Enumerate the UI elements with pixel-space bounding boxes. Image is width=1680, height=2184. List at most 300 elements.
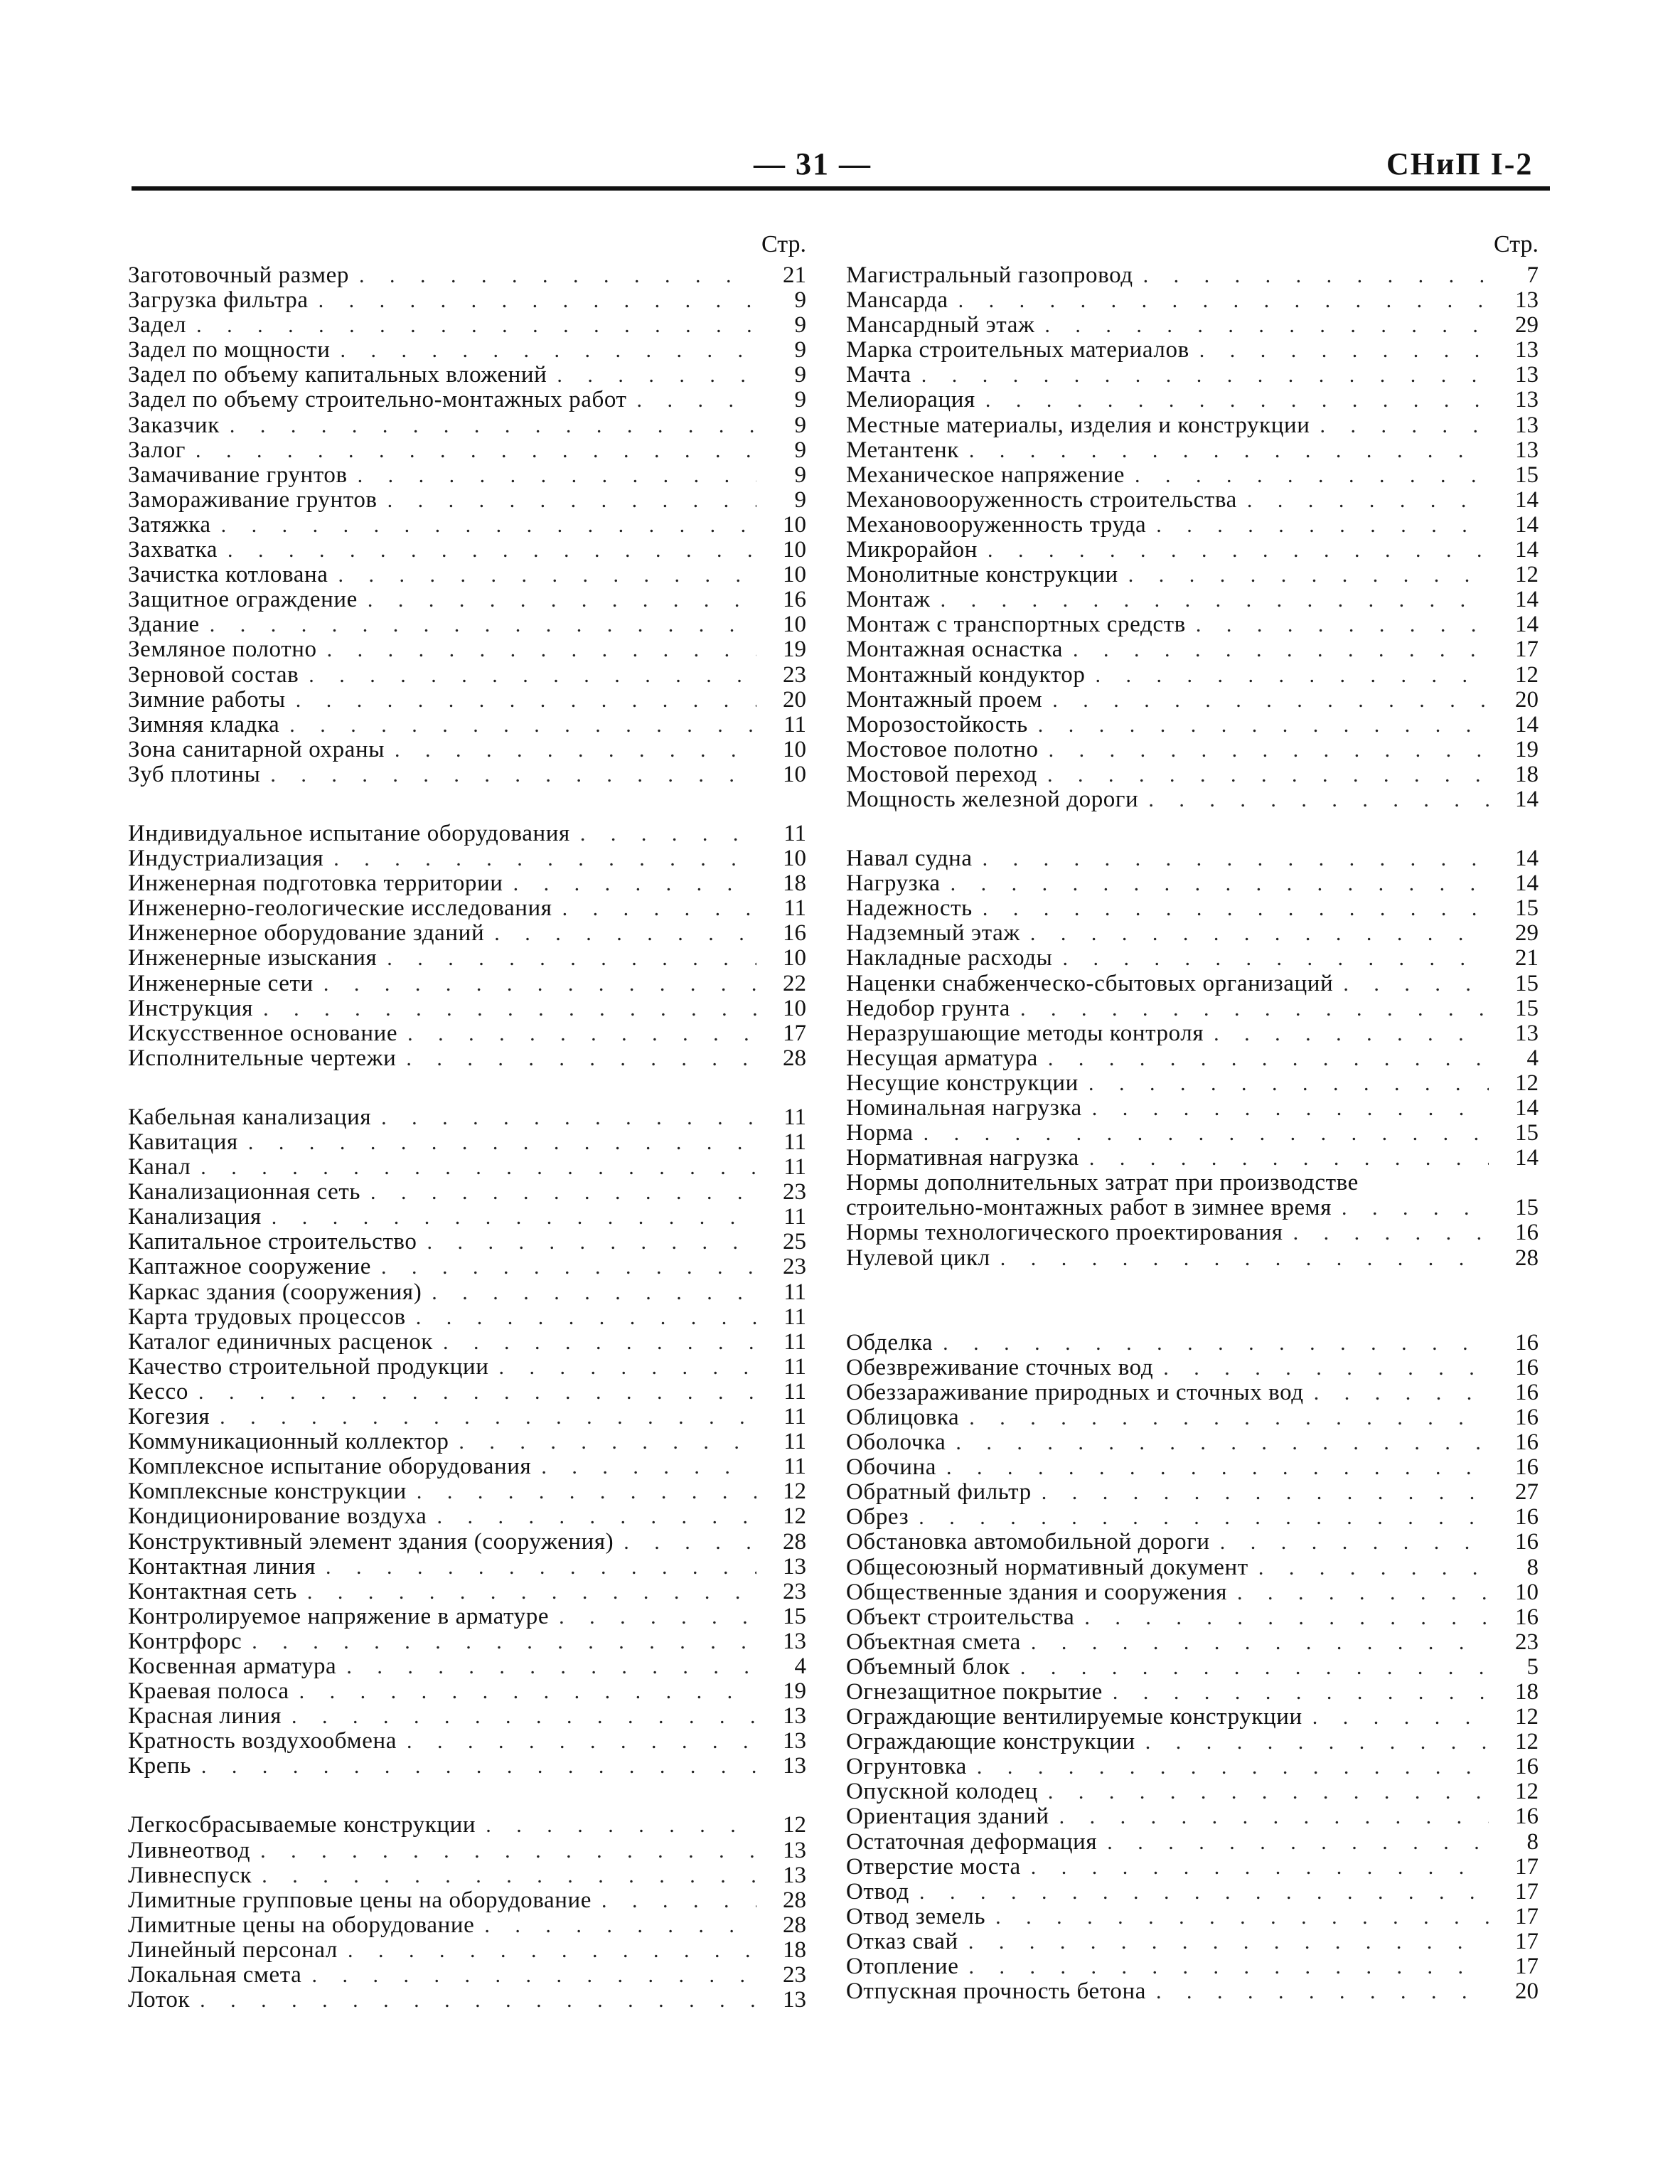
index-term: Инженерно-геологические исследования: [128, 896, 552, 922]
dot-leader: [1038, 1046, 1489, 1071]
index-term: Легкосбрасываемые конструкции: [128, 1813, 476, 1838]
index-letter-group: [846, 263, 1543, 812]
dot-leader: [397, 1729, 756, 1754]
index-term: Загрузка фильтра: [128, 288, 309, 314]
dot-leader: [489, 1355, 756, 1380]
index-term: Зерновой состав: [128, 662, 299, 688]
dot-leader: [397, 1021, 756, 1046]
index-entry: [846, 1905, 1543, 1929]
index-entry: [128, 1021, 810, 1046]
index-term: Объемный блок: [846, 1654, 1010, 1680]
index-entry: [846, 737, 1543, 762]
index-entry: [846, 787, 1543, 812]
index-entry: [846, 1220, 1543, 1245]
page-reference: 13: [783, 1838, 806, 1863]
page-reference: 15: [1515, 896, 1539, 922]
index-term: Задел: [128, 313, 187, 339]
dot-leader: [250, 1838, 756, 1863]
index-entry: [128, 1629, 810, 1654]
index-entry: [846, 438, 1543, 463]
dot-leader: [330, 338, 756, 363]
page-reference: 11: [783, 1279, 806, 1305]
dot-leader: [1079, 1071, 1489, 1096]
dot-leader: [422, 1280, 756, 1305]
index-term: Объект строительства: [846, 1604, 1075, 1630]
index-entry: [846, 1605, 1543, 1630]
page-reference: 23: [783, 662, 806, 688]
index-term: Затяжка: [128, 512, 211, 538]
index-entry: [128, 1938, 810, 1963]
index-term: Контролируемое напряжение в арматуре: [128, 1604, 550, 1629]
page-reference: 14: [1515, 1146, 1539, 1171]
index-entry: [128, 1205, 810, 1230]
index-entry: [846, 1121, 1543, 1146]
dot-leader: [474, 1913, 756, 1938]
index-entry: [846, 413, 1543, 438]
dot-leader: [978, 538, 1489, 563]
page-reference: 11: [783, 712, 806, 737]
index-term: Нормативная нагрузка: [846, 1146, 1079, 1171]
index-entry: [846, 313, 1543, 338]
dot-leader: [592, 1888, 756, 1913]
page-reference: 9: [794, 288, 806, 314]
page-reference: 16: [1515, 1220, 1539, 1246]
index-entry: [846, 1880, 1543, 1905]
dot-leader: [1186, 612, 1489, 637]
page-reference: 16: [1515, 1355, 1539, 1380]
index-entry: [128, 413, 810, 438]
dot-leader: [1037, 762, 1489, 787]
dot-leader: [990, 1246, 1489, 1271]
index-entry: [128, 587, 810, 612]
dot-leader: [338, 1938, 756, 1963]
dot-leader: [1304, 1380, 1489, 1405]
page-reference: 25: [783, 1230, 806, 1255]
index-entry: [846, 1355, 1543, 1380]
index-term: Канализационная сеть: [128, 1180, 361, 1205]
index-term: Монолитные конструкции: [846, 563, 1118, 588]
dot-leader: [1074, 1605, 1489, 1630]
dot-leader: [1082, 1096, 1489, 1121]
index-entry: [846, 1830, 1543, 1855]
index-term: Контактная сеть: [128, 1579, 297, 1604]
dot-leader: [323, 846, 756, 871]
dot-leader: [1020, 921, 1489, 946]
index-entry: [128, 488, 810, 513]
index-entry: [128, 1988, 810, 2013]
dot-leader: [1189, 338, 1489, 363]
index-term: Кессо: [128, 1379, 189, 1405]
dot-leader: [1034, 313, 1489, 338]
index-entry: [128, 338, 810, 363]
index-entry: [846, 946, 1543, 971]
index-term: Заказчик: [128, 412, 220, 438]
index-term: Отопление: [846, 1954, 959, 1979]
page-reference: 8: [1526, 1829, 1539, 1855]
page-reference: 15: [1515, 1195, 1539, 1221]
index-term: Марка строительных материалов: [846, 338, 1189, 363]
index-term: Объектная смета: [846, 1629, 1021, 1655]
dot-leader: [1332, 1195, 1489, 1220]
page-reference: 7: [1526, 263, 1539, 288]
index-term: Нулевой цикл: [846, 1245, 990, 1271]
index-entry: [128, 563, 810, 587]
index-term: Механовооруженность труда: [846, 512, 1147, 538]
index-term: Ливнеспуск: [128, 1863, 252, 1888]
dot-leader: [220, 413, 756, 438]
page-reference: 11: [783, 1429, 806, 1455]
index-term: Контактная линия: [128, 1554, 316, 1580]
dot-leader: [936, 1455, 1489, 1480]
index-term: Магистральный газопровод: [846, 263, 1133, 288]
index-term: Монтаж: [846, 587, 931, 613]
index-term: Огрунтовка: [846, 1754, 967, 1780]
dot-leader: [396, 1046, 756, 1071]
page-reference: 10: [783, 512, 806, 538]
index-term: Когезия: [128, 1405, 210, 1430]
dot-leader: [191, 1754, 756, 1779]
index-term: Замораживание грунтов: [128, 487, 378, 513]
index-term: Локальная смета: [128, 1963, 302, 1988]
index-term: Опускной колодец: [846, 1779, 1038, 1805]
index-entry: [846, 1705, 1543, 1730]
index-term: Каптажное сооружение: [128, 1255, 371, 1280]
page-reference: 9: [794, 338, 806, 363]
index-term: Исполнительные чертежи: [128, 1045, 397, 1071]
index-term: Мансардный этаж: [846, 313, 1035, 339]
page-reference: 13: [1515, 388, 1539, 413]
index-term: Облицовка: [846, 1405, 960, 1430]
page-reference: 4: [1526, 1045, 1539, 1071]
dot-leader: [958, 1929, 1489, 1954]
index-entry: [128, 846, 810, 871]
dot-leader: [289, 1679, 756, 1704]
page-reference: 13: [1515, 288, 1539, 314]
index-term: Инженерное оборудование зданий: [128, 921, 485, 947]
index-term: Обезвреживание сточных вод: [846, 1355, 1154, 1380]
dot-leader: [349, 263, 756, 288]
index-entry: [128, 1180, 810, 1205]
dot-leader: [211, 513, 756, 538]
page-reference: 13: [783, 1704, 806, 1730]
dot-leader: [301, 1963, 756, 1988]
dot-leader: [1032, 1480, 1489, 1505]
page-reference: 17: [1515, 1879, 1539, 1905]
index-entry: [846, 1380, 1543, 1405]
dot-leader: [427, 1504, 756, 1529]
index-entry: [128, 713, 810, 737]
page-reference: 12: [1515, 1779, 1539, 1805]
dot-leader: [200, 612, 756, 637]
dot-leader: [1042, 688, 1489, 713]
index-entry: [128, 513, 810, 538]
index-letter-group: [128, 821, 810, 1071]
page-reference: 11: [783, 1130, 806, 1155]
index-term: Защитное ограждение: [128, 587, 358, 613]
index-entry: [846, 1246, 1543, 1271]
page-reference: 23: [783, 1579, 806, 1604]
dot-leader: [186, 313, 756, 338]
dot-leader: [336, 1654, 756, 1679]
index-entry: [128, 1454, 810, 1479]
page-number: — 31 —: [754, 147, 872, 181]
index-term: Несущие конструкции: [846, 1070, 1079, 1096]
page-reference: 9: [794, 363, 806, 388]
index-entry: [128, 663, 810, 688]
dot-leader: [973, 846, 1489, 871]
page-reference: 17: [1515, 1854, 1539, 1880]
page-reference: 12: [1515, 563, 1539, 588]
dot-leader: [1063, 637, 1489, 662]
index-term: Ливнеотвод: [128, 1838, 251, 1863]
index-term: Обделка: [846, 1330, 933, 1355]
index-term: Местные материалы, изделия и конструкции: [846, 412, 1310, 438]
dot-leader: [531, 1454, 756, 1479]
index-entry: [128, 1305, 810, 1330]
index-entry: [846, 612, 1543, 637]
page-reference: 11: [783, 1354, 806, 1380]
page-reference: 29: [1515, 921, 1539, 947]
page-reference: 16: [1515, 1604, 1539, 1630]
page-reference: 18: [783, 871, 806, 897]
dot-leader: [1079, 1146, 1489, 1171]
page-reference: 16: [783, 921, 806, 947]
dot-leader: [358, 587, 756, 612]
index-term: Нормы дополнительных затрат при производстве: [846, 1171, 1359, 1196]
index-entry: [846, 1954, 1543, 1979]
index-term: Остаточная деформация: [846, 1829, 1098, 1855]
index-entry: [846, 1804, 1543, 1829]
index-term: Залог: [128, 437, 186, 463]
index-entry: [128, 1838, 810, 1863]
index-term: Мостовое полотно: [846, 737, 1039, 762]
page-reference: 28: [783, 1529, 806, 1555]
page-reference: 12: [783, 1813, 806, 1838]
dot-leader: [914, 1121, 1489, 1146]
index-term: Захватка: [128, 538, 218, 563]
page-reference: 16: [1515, 1804, 1539, 1830]
page-reference: 9: [794, 313, 806, 339]
page-reference: 13: [783, 1629, 806, 1654]
dot-leader: [242, 1629, 756, 1654]
index-term: Микрорайон: [846, 538, 978, 563]
index-entry: [846, 846, 1543, 871]
dot-leader: [1133, 263, 1489, 288]
index-term: Индустриализация: [128, 846, 324, 872]
index-term: Зона санитарной охраны: [128, 737, 385, 762]
index-entry: [128, 1530, 810, 1555]
dot-leader: [317, 637, 756, 662]
page-reference: 15: [1515, 971, 1539, 996]
index-entry: [128, 1155, 810, 1180]
dot-leader: [371, 1255, 756, 1279]
index-entry: [128, 1330, 810, 1355]
index-entry: [846, 363, 1543, 388]
index-term: Здание: [128, 612, 200, 638]
index-entry: [128, 463, 810, 488]
index-term: Общесоюзный нормативный документ: [846, 1555, 1248, 1580]
index-entry: [128, 1555, 810, 1580]
index-entry: [128, 538, 810, 563]
page-reference: 4: [794, 1653, 806, 1679]
index-entry: [128, 1380, 810, 1405]
index-entry: [128, 1429, 810, 1454]
dot-leader: [378, 488, 756, 513]
page-reference: 13: [783, 1863, 806, 1888]
index-entry: [128, 1046, 810, 1071]
index-entry: [846, 688, 1543, 713]
dot-leader: [547, 363, 756, 388]
page-reference: 16: [1515, 1405, 1539, 1430]
index-term: Каркас здания (сооружения): [128, 1279, 422, 1305]
page-reference: 16: [1515, 1455, 1539, 1481]
index-entry: [128, 1963, 810, 1988]
index-entry: [128, 1754, 810, 1779]
index-entry: [846, 1405, 1543, 1430]
page-reference: 14: [1515, 1096, 1539, 1121]
index-entry: [846, 637, 1543, 662]
index-term: Норма: [846, 1121, 914, 1146]
dot-leader: [286, 688, 756, 713]
index-entry: [128, 871, 810, 896]
index-entry: [128, 1813, 810, 1838]
index-term: Комплексные конструкции: [128, 1479, 407, 1505]
index-entry: [128, 1230, 810, 1255]
page-header: [0, 0, 1680, 199]
page-reference: 14: [1515, 846, 1539, 872]
page-reference: 23: [1515, 1629, 1539, 1655]
group-separator: [128, 1779, 810, 1813]
index-term: Мелиорация: [846, 388, 975, 413]
index-term: Мощность железной дороги: [846, 787, 1139, 812]
page-reference: 28: [783, 1912, 806, 1938]
page-reference: 10: [783, 563, 806, 588]
index-term: Задел по объему капитальных вложений: [128, 363, 547, 388]
index-term: Лоток: [128, 1988, 191, 2013]
index-entry: [846, 1331, 1543, 1355]
index-term: Несущая арматура: [846, 1045, 1038, 1071]
index-term: Нагрузка: [846, 871, 941, 897]
index-term: Монтажная оснастка: [846, 637, 1064, 663]
document-code: СНиП I-2: [1386, 147, 1534, 181]
page-reference: 12: [1515, 1705, 1539, 1730]
page-reference: 28: [783, 1887, 806, 1913]
index-term: Обрез: [846, 1505, 909, 1530]
index-term: Номинальная нагрузка: [846, 1096, 1082, 1121]
dot-leader: [449, 1429, 756, 1454]
index-term: Канал: [128, 1155, 191, 1181]
index-term: Кавитация: [128, 1130, 238, 1155]
page-reference: 11: [783, 1405, 806, 1430]
page-reference: 13: [1515, 363, 1539, 388]
dot-leader: [316, 1555, 756, 1580]
index-term: Зимние работы: [128, 687, 286, 713]
index-term: Огнезащитное покрытие: [846, 1679, 1103, 1705]
dot-leader: [985, 1905, 1489, 1929]
index-entry: [846, 1730, 1543, 1754]
page-reference: 14: [1515, 538, 1539, 563]
dot-leader: [1283, 1220, 1489, 1245]
index-term: Обеззараживание природных и сточных вод: [846, 1380, 1304, 1405]
index-entry: [846, 1071, 1543, 1096]
page-reference: 11: [783, 1454, 806, 1480]
index-entry: [846, 1680, 1543, 1705]
index-entry: [128, 1729, 810, 1754]
index-entry: [846, 1979, 1543, 2004]
dot-leader: [328, 563, 756, 587]
page-reference: 16: [783, 587, 806, 613]
page-reference: 10: [783, 762, 806, 787]
page-reference: 11: [783, 821, 806, 846]
dot-leader: [959, 1405, 1489, 1430]
index-term: строительно-монтажных работ в зимнее время: [846, 1195, 1332, 1221]
index-term: Общественные здания и сооружения: [846, 1580, 1228, 1605]
index-term: Отвод: [846, 1879, 909, 1905]
page-reference: 19: [783, 1679, 806, 1705]
page-reference: 13: [783, 1988, 806, 2013]
page-reference: 18: [783, 1937, 806, 1963]
page-reference: 23: [783, 1963, 806, 1988]
page-reference: 9: [794, 388, 806, 413]
dot-leader: [1204, 1021, 1489, 1046]
index-entry: [846, 1430, 1543, 1455]
dot-leader: [570, 821, 756, 846]
index-term: Канализация: [128, 1205, 262, 1230]
index-entry: [846, 971, 1543, 996]
index-entry: [846, 1929, 1543, 1954]
index-entry: [128, 1679, 810, 1704]
index-term: Отказ свай: [846, 1929, 958, 1954]
dot-leader: [309, 288, 756, 313]
page-reference: 16: [1515, 1754, 1539, 1780]
index-term: Крепь: [128, 1754, 191, 1779]
dot-leader: [417, 1230, 757, 1255]
index-entry: [846, 513, 1543, 538]
page-reference: 23: [783, 1180, 806, 1205]
page-reference: 16: [1515, 1330, 1539, 1355]
index-entry: [846, 1195, 1543, 1220]
page-reference: 11: [783, 1155, 806, 1181]
index-term: Наценки снабженческо-сбытовых организаций: [846, 971, 1334, 996]
index-term: Отпускная прочность бетона: [846, 1979, 1146, 2005]
index-entry: [846, 1480, 1543, 1505]
page-reference: 20: [1515, 687, 1539, 713]
dot-leader: [1049, 1804, 1489, 1829]
dot-leader: [348, 463, 756, 488]
page-reference: 9: [794, 462, 806, 488]
page-reference: 16: [1515, 1530, 1539, 1555]
index-term: Зачистка котлована: [128, 563, 328, 588]
index-term: Коммуникационный коллектор: [128, 1429, 449, 1455]
dot-leader: [503, 871, 756, 896]
page-reference: 14: [1515, 787, 1539, 812]
page-reference: 21: [1515, 946, 1539, 971]
index-entry: [128, 1130, 810, 1155]
index-term: Кратность воздухообмена: [128, 1729, 397, 1754]
page-reference: 15: [1515, 996, 1539, 1021]
index-term: Обстановка автомобильной дороги: [846, 1530, 1210, 1555]
dot-leader: [360, 1180, 756, 1205]
index-entry: [846, 1655, 1543, 1680]
index-entry: [128, 637, 810, 662]
index-term: Мансарда: [846, 288, 948, 314]
index-term: Комплексное испытание оборудования: [128, 1454, 532, 1480]
dot-leader: [1146, 513, 1489, 538]
page-reference: 28: [1515, 1245, 1539, 1271]
dot-leader: [476, 1813, 756, 1838]
index-entry: [128, 1654, 810, 1679]
dot-leader: [975, 388, 1489, 412]
